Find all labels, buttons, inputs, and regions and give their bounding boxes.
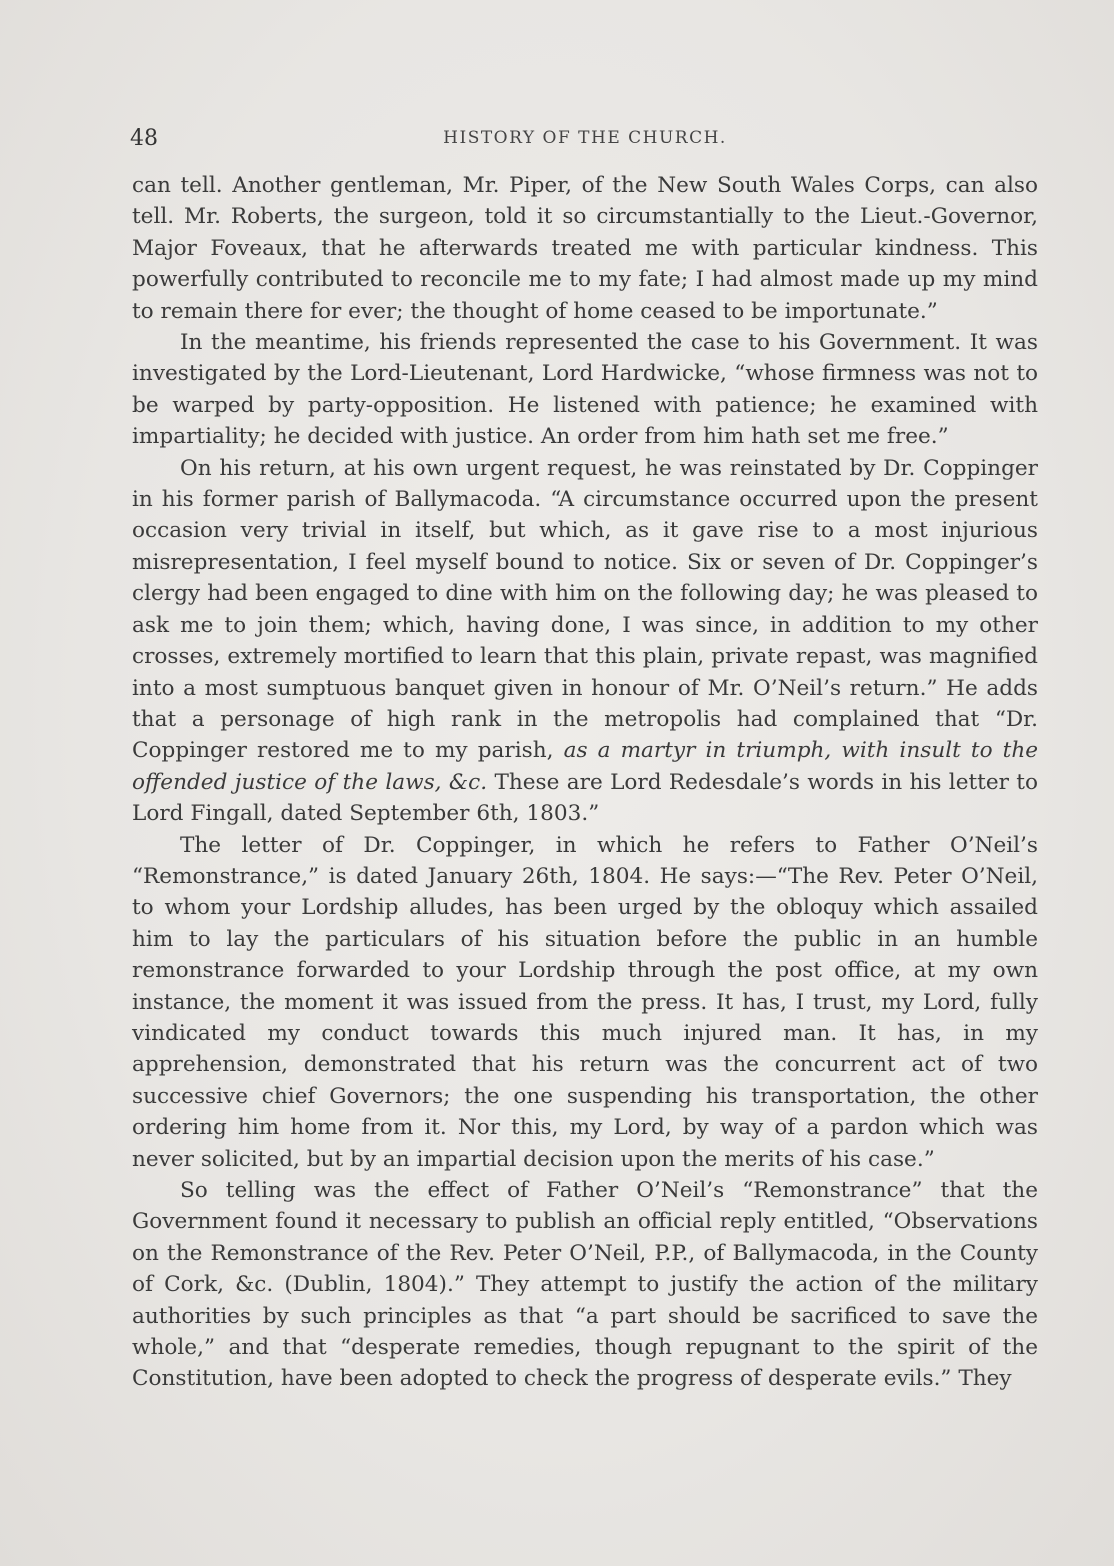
page-number: 48 [130,126,158,151]
running-title: HISTORY OF THE CHURCH. [443,128,727,148]
paragraph-3-start: On his return, at his own urgent request, he was reinstated by Dr. Coppinger in his former parish of Ballymacoda. “A circumstance occurred upon the present occasion very trivial in itself, but which, as it gave rise to a most injurious misrepresentation, I feel myself bound to notice. Six or seven of Dr. Coppinger’s clergy had been engaged to dine with him on the following day; he was pleased to ask me to join them; which, having done, I was since, in addition to my other crosses, extremely mortified to learn that this plain, private repast, was magnified into a most sumptuous banquet given in honour of Mr. O’Neil’s return.” He adds that a personage of high rank in the metropolis had complained that “Dr. Coppinger restored me to my parish, [132,455,1038,764]
paragraph-1: can tell. Another gentleman, Mr. Piper, of the New South Wales Corps, can also tell. Mr. Roberts, the surgeon, told it so circumstantially to the Lieut.-Governor, Major Foveaux, that he afterwards treated me with particular kindness. This powerfully contributed to reconcile me to my fate; I had almost made up my mind to remain there for ever; the thought of home ceased to be importunate.” [132,173,1038,324]
body-text [132,170,1038,1395]
paragraph-2: In the meantime, his friends represented the case to his Government. It was investigated by the Lord-Lieutenant, Lord Hardwicke, “whose firmness was not to be warped by party-opposition. He listened with patience; he examined with impartiality; he decided with justice. An order from him hath set me free.” [132,330,1038,450]
paragraph-4: The letter of Dr. Coppinger, in which he refers to Father O’Neil’s “Remonstrance,” is dated January 26th, 1804. He says:—“The Rev. Peter O’Neil, to whom your Lordship alludes, has been urged by the obloquy which assailed him to lay the particulars of his situation before the public in an humble remonstrance forwarded to your Lordship through the post office, at my own instance, the moment it was issued from the press. It has, I trust, my Lord, fully vindicated my conduct towards this much injured man. It has, in my apprehension, demonstrated that his return was the concurrent act of two successive chief Governors; the one suspending his transportation, the other ordering him home from it. Nor this, my Lord, by way of a pardon which was never solicited, but by an impartial decision upon the merits of his case.” [132,832,1038,1172]
paragraph-3 [132,453,1038,830]
page-header [130,122,1040,152]
paragraph-3-end: These are Lord Redesdale’s words in his letter to Lord Fingall, dated September 6th, 1803.” [132,769,1038,827]
paragraph-3-italic-quote: as a martyr in triumph, with insult to the offended justice of the laws, &c. [132,738,1039,795]
paragraph-5: So telling was the effect of Father O’Neil’s “Remonstrance” that the Government found it necessary to publish an official reply entitled, “Observations on the Remonstrance of the Rev. Peter O’Neil, P.P., of Ballymacoda, in the County of Cork, &c. (Dublin, 1804).” They attempt to justify the action of the military authorities by such principles as that “a part should be sacrificed to save the whole,” and that “desperate remedies, though repugnant to the spirit of the Constitution, have been adopted to check the progress of desperate evils.” They [132,1178,1038,1392]
